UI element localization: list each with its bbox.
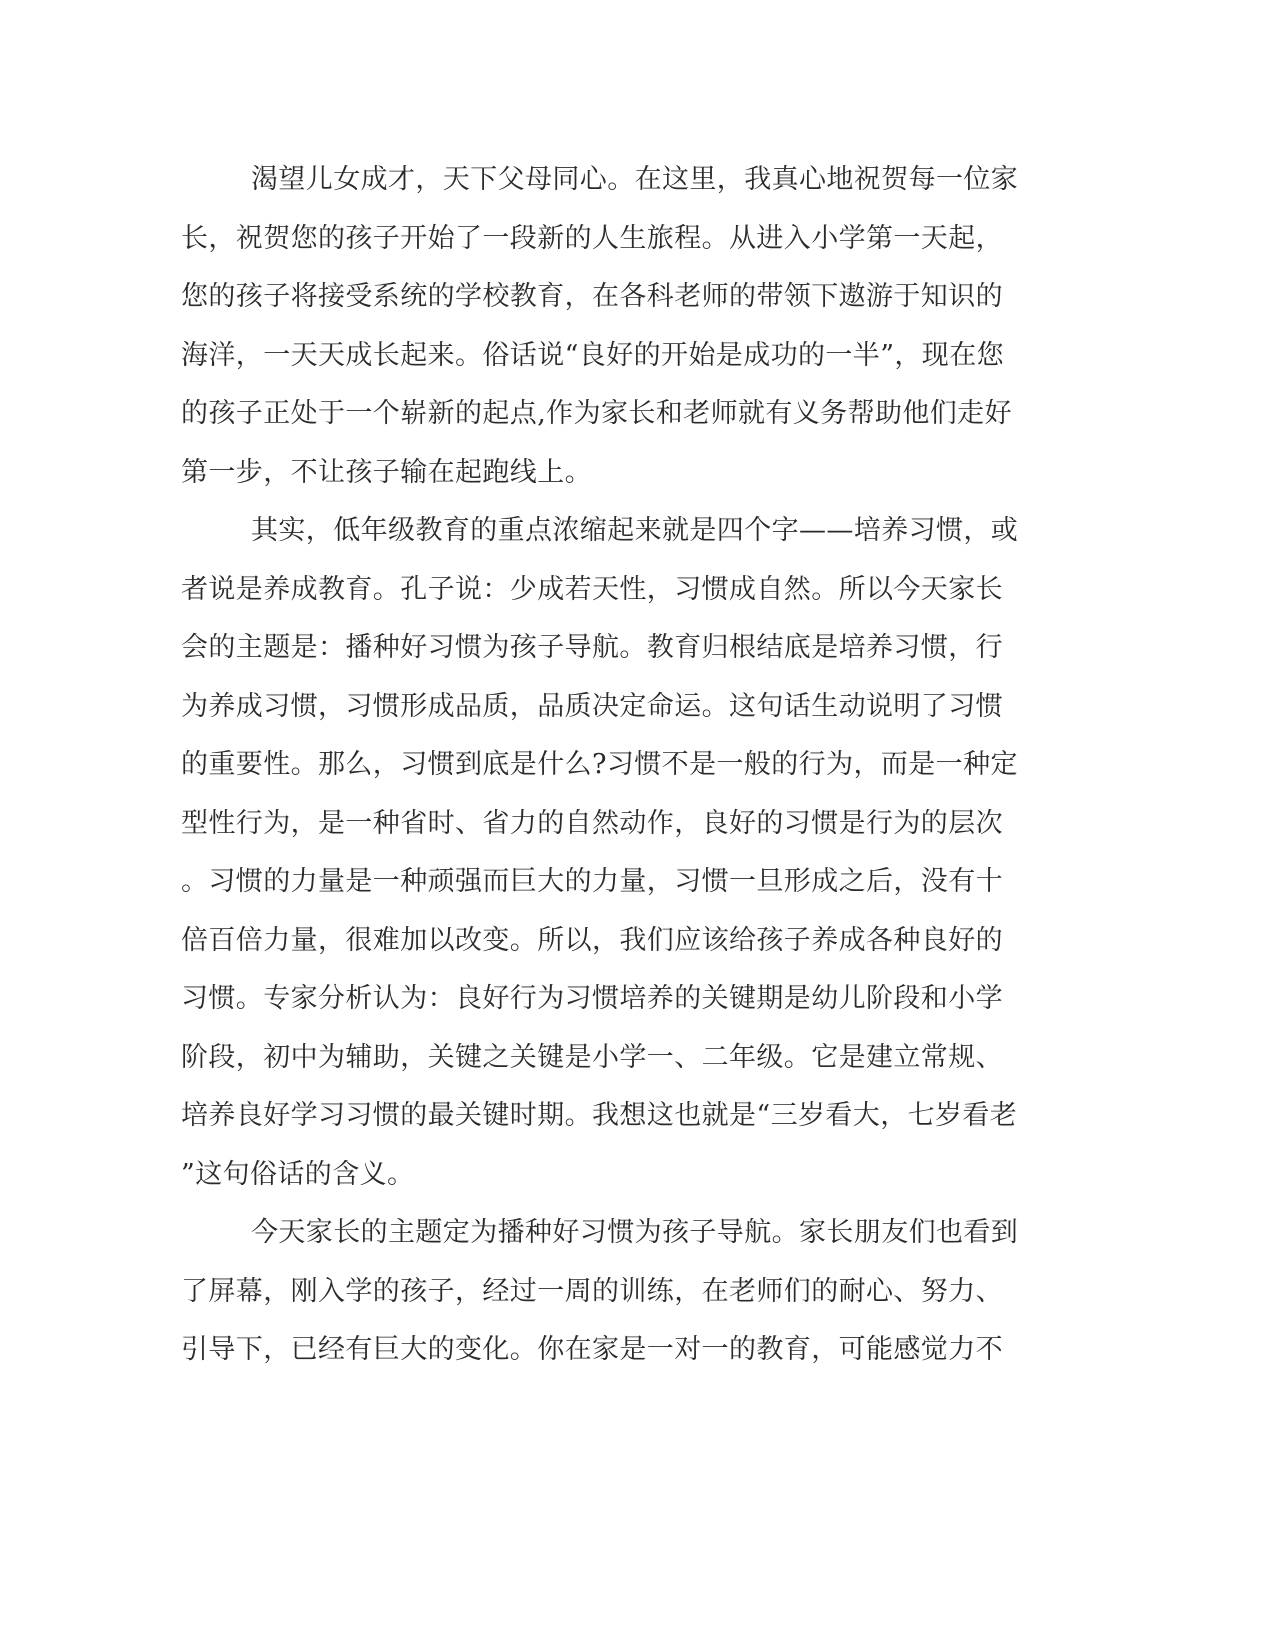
paragraph-3 (181, 1204, 1029, 1380)
text-line: 其实，低年级教育的重点浓缩起来就是四个字——培养习惯，或 (251, 515, 1019, 546)
text-line: 引导下，已经有巨大的变化。你在家是一对一的教育，可能感觉力不 (181, 1334, 1003, 1365)
text-line: 今天家长的主题定为播种好习惯为孩子导航。家长朋友们也看到 (251, 1217, 1019, 1248)
text-line: 习惯。专家分析认为：良好行为习惯培养的关键期是幼儿阶段和小学 (181, 983, 1003, 1014)
paragraph-1 (181, 151, 1029, 502)
text-line: 会的主题是：播种好习惯为孩子导航。教育归根结底是培养习惯，行 (181, 632, 1003, 663)
text-line: 阶段，初中为辅助，关键之关键是小学一、二年级。它是建立常规、 (181, 1041, 1003, 1073)
text-line: 的孩子正处于一个崭新的起点,作为家长和老师就有义务帮助他们走好 (181, 398, 1012, 429)
document-body (181, 151, 1029, 1380)
text-line: 者说是养成教育。孔子说：少成若天性，习惯成自然。所以今天家长 (181, 573, 1003, 605)
paragraph-2 (181, 502, 1029, 1204)
text-line: ”这句俗话的含义。 (181, 1158, 415, 1190)
text-line: 的重要性。那么，习惯到底是什么?习惯不是一般的行为，而是一种定 (181, 749, 1018, 780)
text-line: 海洋，一天天成长起来。俗话说“良好的开始是成功的一半”，现在您 (181, 339, 1005, 371)
text-line: 第一步，不让孩子输在起跑线上。 (181, 456, 592, 488)
text-line: 型性行为，是一种省时、省力的自然动作，良好的习惯是行为的层次 (181, 807, 1003, 839)
text-line: 长，祝贺您的孩子开始了一段新的人生旅程。从进入小学第一天起， (181, 222, 1003, 254)
text-line: 您的孩子将接受系统的学校教育，在各科老师的带领下遨游于知识的 (181, 281, 1003, 312)
text-line: 倍百倍力量，很难加以改变。所以，我们应该给孩子养成各种良好的 (181, 924, 1003, 956)
text-line: 为养成习惯，习惯形成品质，品质决定命运。这句话生动说明了习惯 (181, 690, 1003, 722)
text-line: 。习惯的力量是一种顽强而巨大的力量，习惯一旦形成之后，没有十 (181, 866, 1003, 897)
text-line: 渴望儿女成才，天下父母同心。在这里，我真心地祝贺每一位家 (251, 164, 1019, 195)
text-line: 培养良好学习习惯的最关键时期。我想这也就是“三岁看大，七岁看老 (181, 1100, 1018, 1131)
text-line: 了屏幕，刚入学的孩子，经过一周的训练，在老师们的耐心、努力、 (181, 1275, 1003, 1307)
